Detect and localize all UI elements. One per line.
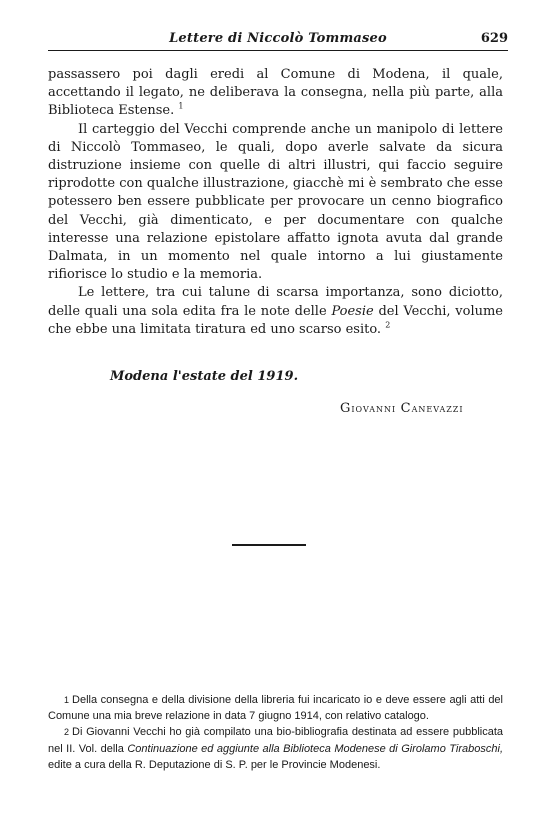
footnote-1-text: Della consegna e della divisione della libreria fui incaricato io e deve essere agli atti del Comune una mia breve relazione in data 7 giugno 1914, con relativo catalogo. [48,694,503,723]
paragraph-3 [48,284,503,339]
signature-initial-c: C [400,401,412,416]
footnote-2 [48,724,503,773]
footnotes [48,692,503,773]
footnote-1-marker: 1 [64,695,70,705]
poesie-title: Poesie [331,303,374,319]
running-head [48,30,508,50]
signature-initial-g: G [340,401,352,416]
signature-first-name: iovanni [351,402,397,415]
header-rule [48,50,508,51]
section-divider [232,544,306,546]
page-number: 629 [480,31,508,46]
paragraph-1 [48,66,503,121]
footnote-ref-1: 1 [178,102,184,112]
footnote-2-text-b: edite a cura della R. Deputazione di S. P. per le Provincie Modenesi. [48,758,381,771]
body-text [48,66,503,339]
place-date: Modena l'estate del 1919. [110,369,299,384]
paragraph-2-text: Il carteggio del Vecchi comprende anche un manipolo di lettere di Niccolò Tommaseo, le quali, dopo averle salvate da sicura distruzione insieme con quelle di altri illustri, qui faccio seguire riprodotte con qualche illustrazione, giacchè mi è sembrato che esse potessero ben essere pubblicate per provocare un cenno biografico del Vecchi, già dimenticato, e per documentare con qualche interesse una relazione epistolare affatto ignota avuta dal grande Dalmata, in un momento nel quale intorno a lui giustamente rifiorisce lo studio e la memoria. [48,121,503,283]
signature-last-name: anevazzi [411,402,464,415]
paragraph-3-text-b: del Vecchi, volume che ebbe una limitata tiratura ed uno scarso esito. [48,303,503,337]
footnote-2-italic: Continuazione ed aggiunte alla Biblioteca Modenese di Girolamo Tiraboschi, [127,742,504,755]
footnote-ref-2: 2 [385,320,391,330]
footnote-2-text-a: Di Giovanni Vecchi ho già compilato una bio-bibliografia destinata ad essere pubblicata nel II. Vol. della [48,726,503,755]
paragraph-2 [48,121,503,285]
signature [340,401,464,416]
paragraph-1-text: passassero poi dagli eredi al Comune di Modena, il quale, accettando il legato, ne deliberava la consegna, nella più parte, alla Biblioteca Estense. [48,67,503,119]
running-title: Lettere di Niccolò Tommaseo [169,31,387,46]
footnote-1 [48,692,503,724]
footnote-2-marker: 2 [64,727,70,738]
paragraph-3-text-a: Le lettere, tra cui talune di scarsa importanza, sono diciotto, delle quali una sola edita fra le note delle [48,285,503,319]
